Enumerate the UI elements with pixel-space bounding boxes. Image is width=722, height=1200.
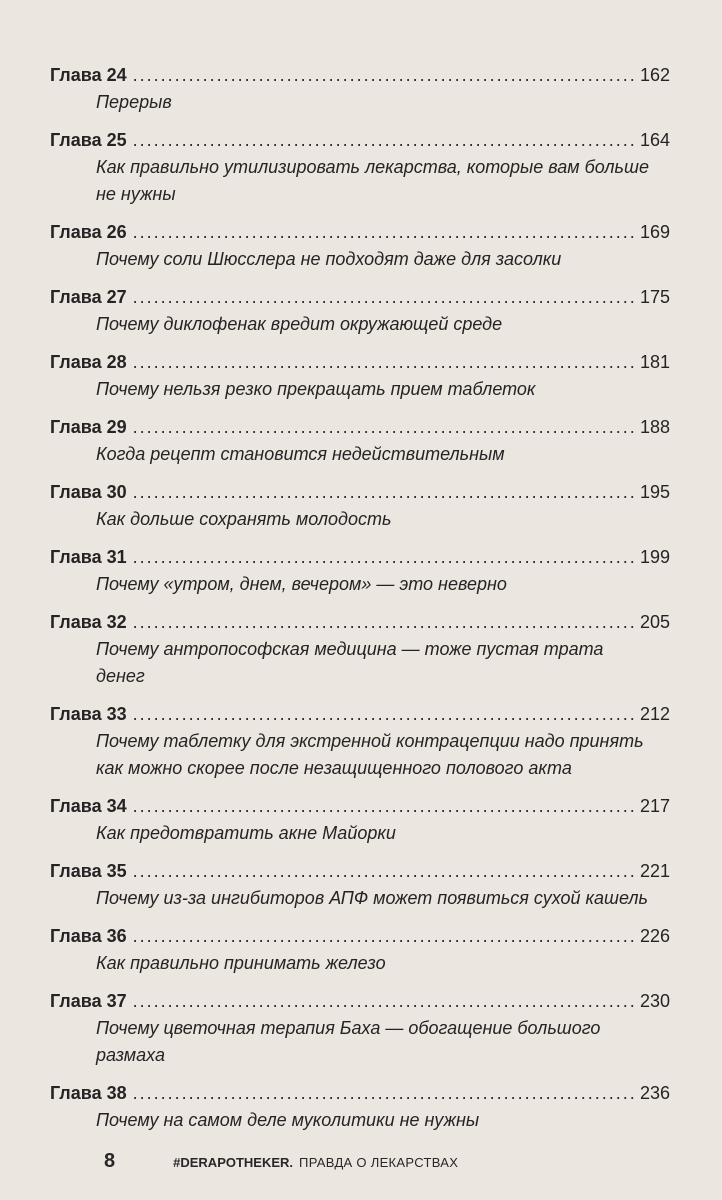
toc-entry-heading	[50, 923, 670, 949]
toc-entry	[50, 1080, 670, 1134]
chapter-title: Как правильно принимать железо	[96, 953, 386, 973]
toc-entry-heading	[50, 62, 670, 88]
chapter-title: Почему антропософская медицина — тоже пустая трата денег	[96, 639, 604, 686]
dot-leader	[133, 793, 637, 819]
chapter-page-number: 226	[639, 926, 670, 946]
dot-leader	[133, 1080, 637, 1106]
chapter-page-number: 236	[639, 1083, 670, 1103]
chapter-page-number: 217	[639, 796, 670, 816]
dot-leader	[133, 479, 637, 505]
toc-entry-heading	[50, 127, 670, 153]
chapter-label: Глава 38	[50, 1083, 127, 1103]
toc-entry	[50, 858, 670, 912]
chapter-page-number: 221	[639, 861, 670, 881]
dot-leader	[133, 127, 637, 153]
chapter-page-number: 175	[639, 287, 670, 307]
dot-leader	[133, 219, 637, 245]
chapter-label: Глава 29	[50, 417, 127, 437]
toc-entry-heading	[50, 219, 670, 245]
series-hashtag: #DERAPOTHEKER.	[173, 1155, 294, 1170]
chapter-label: Глава 27	[50, 287, 127, 307]
chapter-label: Глава 35	[50, 861, 127, 881]
chapter-label: Глава 33	[50, 704, 127, 724]
chapter-label: Глава 34	[50, 796, 127, 816]
chapter-page-number: 164	[639, 130, 670, 150]
chapter-label: Глава 25	[50, 130, 127, 150]
chapter-title: Почему диклофенак вредит окружающей среде	[96, 314, 503, 334]
dot-leader	[133, 349, 637, 375]
page-number: 8	[104, 1150, 116, 1172]
chapter-title: Почему «утром, днем, вечером» — это неверно	[96, 574, 507, 594]
toc-entry-heading	[50, 479, 670, 505]
toc-entry-heading	[50, 988, 670, 1014]
toc-entry-heading	[50, 414, 670, 440]
dot-leader	[133, 414, 637, 440]
dot-leader	[133, 988, 637, 1014]
chapter-label: Глава 24	[50, 65, 127, 85]
chapter-label: Глава 26	[50, 222, 127, 242]
chapter-page-number: 169	[639, 222, 670, 242]
chapter-page-number: 188	[639, 417, 670, 437]
dot-leader	[133, 701, 637, 727]
toc-entry	[50, 609, 670, 690]
page-footer	[104, 1150, 458, 1173]
toc-entry	[50, 701, 670, 782]
dot-leader	[133, 284, 637, 310]
chapter-page-number: 195	[639, 482, 670, 502]
chapter-page-number: 162	[639, 65, 670, 85]
toc-entry	[50, 62, 670, 116]
chapter-label: Глава 36	[50, 926, 127, 946]
chapter-label: Глава 30	[50, 482, 127, 502]
table-of-contents	[50, 62, 670, 1145]
chapter-page-number: 199	[639, 547, 670, 567]
chapter-label: Глава 37	[50, 991, 127, 1011]
toc-entry	[50, 127, 670, 208]
toc-entry-heading	[50, 284, 670, 310]
chapter-title: Почему нельзя резко прекращать прием таблеток	[96, 379, 536, 399]
chapter-title: Когда рецепт становится недействительным	[96, 444, 505, 464]
chapter-title: Как дольше сохранять молодость	[96, 509, 392, 529]
chapter-page-number: 230	[639, 991, 670, 1011]
toc-entry-heading	[50, 544, 670, 570]
toc-entry-heading	[50, 701, 670, 727]
book-title: ПРАВДА О ЛЕКАРСТВАХ	[299, 1155, 459, 1170]
chapter-page-number: 212	[639, 704, 670, 724]
toc-entry	[50, 219, 670, 273]
toc-entry	[50, 793, 670, 847]
toc-entry-heading	[50, 1080, 670, 1106]
chapter-label: Глава 31	[50, 547, 127, 567]
toc-entry	[50, 988, 670, 1069]
toc-entry	[50, 544, 670, 598]
toc-entry-heading	[50, 349, 670, 375]
toc-entry	[50, 349, 670, 403]
toc-entry	[50, 923, 670, 977]
chapter-label: Глава 32	[50, 612, 127, 632]
chapter-title: Почему из-за ингибиторов АПФ может появиться сухой кашель	[96, 888, 649, 908]
chapter-title: Как правильно утилизировать лекарства, которые вам больше не нужны	[96, 157, 649, 204]
toc-entry	[50, 479, 670, 533]
toc-entry-heading	[50, 793, 670, 819]
chapter-title: Почему на самом деле муколитики не нужны	[96, 1110, 480, 1130]
chapter-title: Почему соли Шюсслера не подходят даже для засолки	[96, 249, 562, 269]
dot-leader	[133, 609, 637, 635]
chapter-page-number: 205	[639, 612, 670, 632]
toc-entry	[50, 414, 670, 468]
chapter-title: Как предотвратить акне Майорки	[96, 823, 396, 843]
chapter-page-number: 181	[639, 352, 670, 372]
toc-entry-heading	[50, 858, 670, 884]
toc-entry-heading	[50, 609, 670, 635]
dot-leader	[133, 544, 637, 570]
dot-leader	[133, 62, 637, 88]
chapter-title: Почему таблетку для экстренной контрацепции надо принять как можно скорее после незащищенного полового акта	[96, 731, 644, 778]
chapter-title: Почему цветочная терапия Баха — обогащение большого размаха	[96, 1018, 601, 1065]
dot-leader	[133, 923, 637, 949]
dot-leader	[133, 858, 637, 884]
chapter-label: Глава 28	[50, 352, 127, 372]
chapter-title: Перерыв	[96, 92, 172, 112]
toc-entry	[50, 284, 670, 338]
